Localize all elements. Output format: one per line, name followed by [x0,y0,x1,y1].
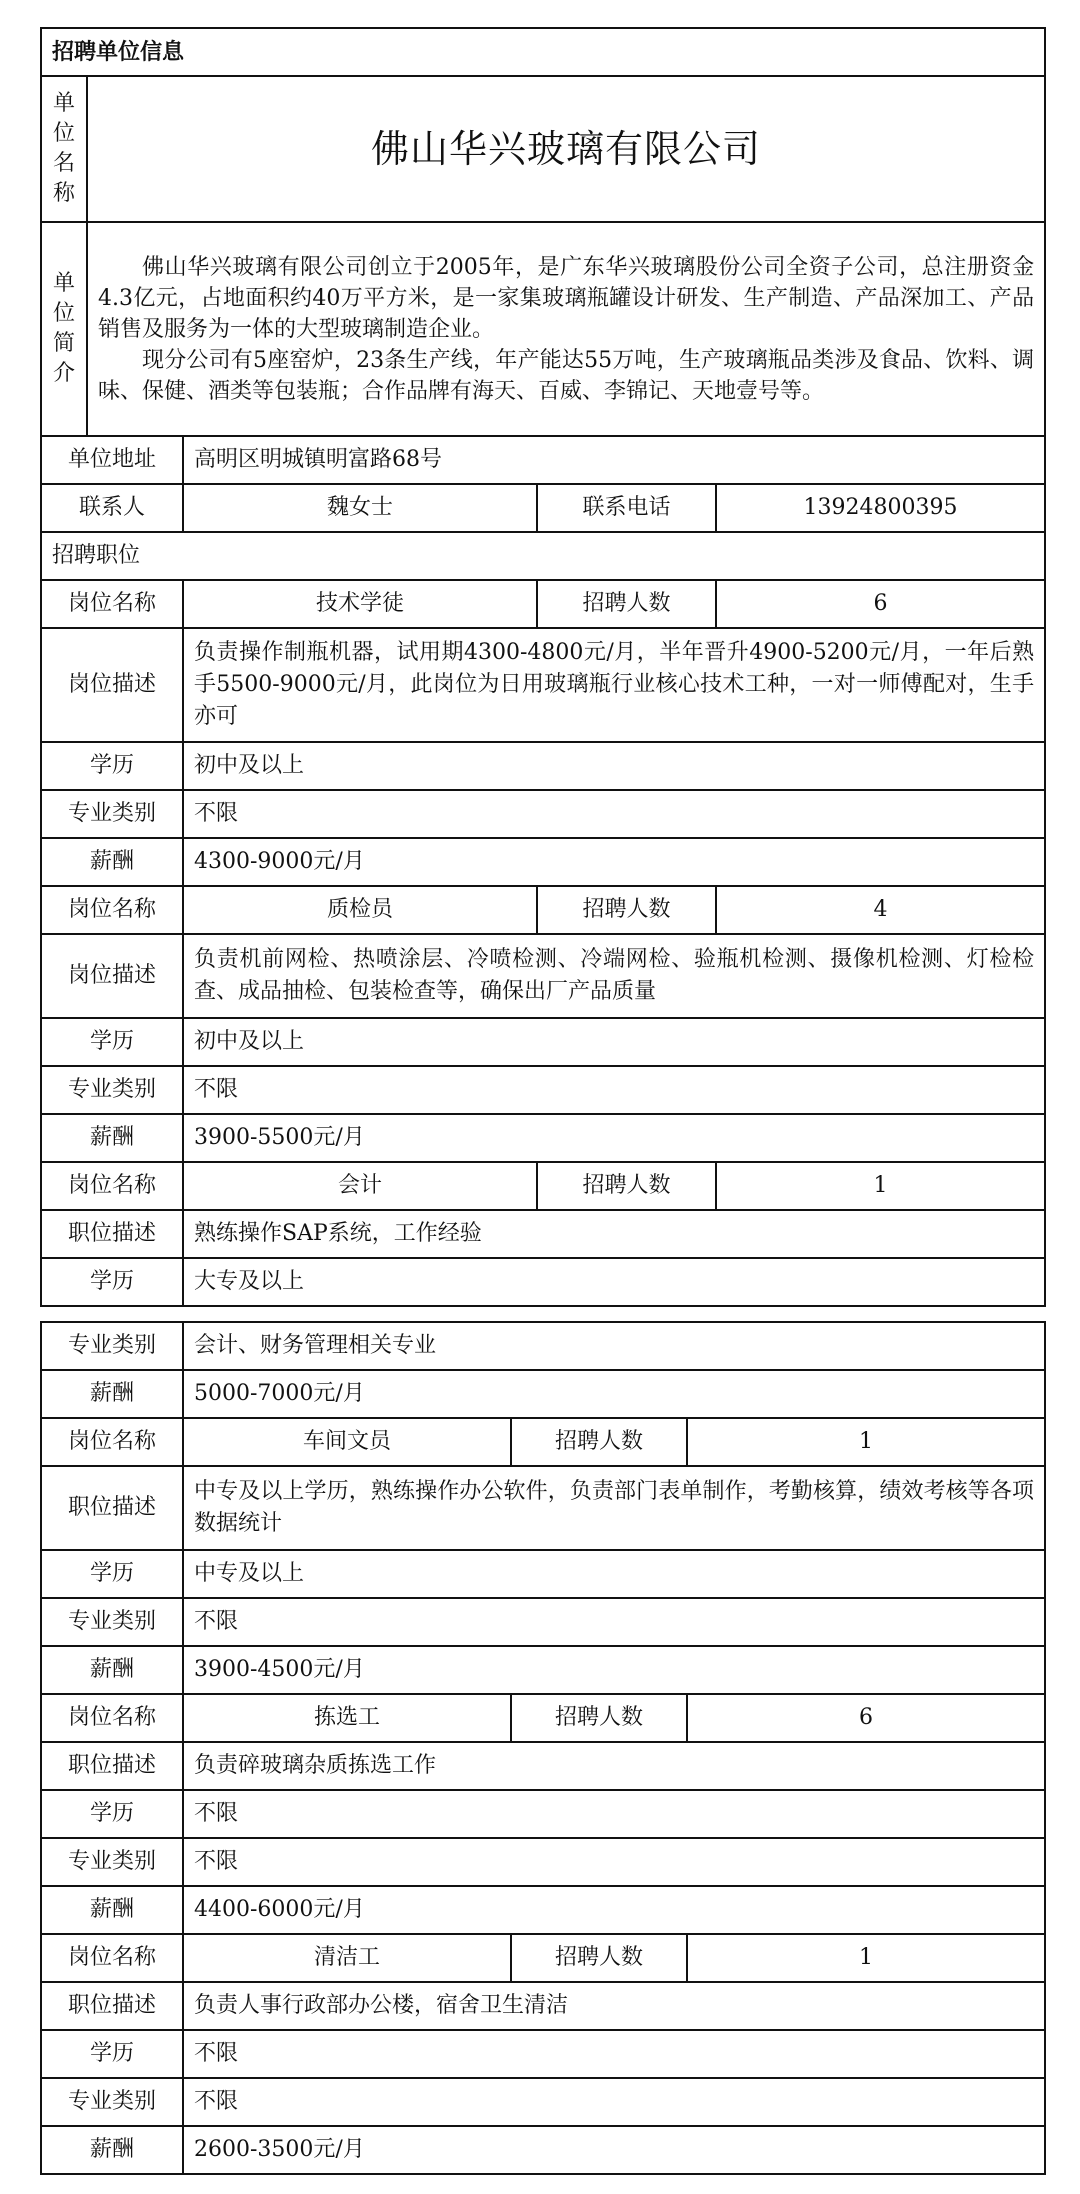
headcount-label: 招聘人数 [511,1934,687,1982]
education-value: 不限 [183,1790,1045,1838]
education-value: 中专及以上 [183,1550,1045,1598]
address-value: 高明区明城镇明富路68号 [183,436,1045,484]
job-desc: 负责人事行政部办公楼，宿舍卫生清洁 [183,1982,1045,2030]
salary-label: 薪酬 [41,2126,183,2174]
phone-label: 联系电话 [537,484,716,532]
headcount-value: 6 [716,580,1045,628]
education-value: 不限 [183,2030,1045,2078]
position-name: 车间文员 [183,1418,511,1466]
headcount-value: 1 [687,1418,1045,1466]
salary-value: 2600-3500元/月 [183,2126,1045,2174]
headcount-value: 1 [687,1934,1045,1982]
job-desc: 熟练操作SAP系统，工作经验 [183,1210,1045,1258]
major-value: 不限 [183,2078,1045,2126]
headcount-label: 招聘人数 [537,886,716,934]
recruitment-table-part-1 [40,27,1046,1307]
major-value: 不限 [183,1598,1045,1646]
position-name-label: 岗位名称 [41,580,183,628]
education-value: 大专及以上 [183,1258,1045,1306]
education-value: 初中及以上 [183,1018,1045,1066]
contact-value: 魏女士 [183,484,537,532]
phone-value: 13924800395 [716,484,1045,532]
position-name: 拣选工 [183,1694,511,1742]
company-intro [87,222,1045,436]
position-name-label: 岗位名称 [41,1162,183,1210]
education-label: 学历 [41,1018,183,1066]
company-name-label: 单 位 名 称 [41,76,87,222]
position-name: 质检员 [183,886,537,934]
company-intro-label: 单 位 简 介 [41,222,87,436]
recruitment-table-part-2 [40,1321,1046,2175]
education-label: 学历 [41,2030,183,2078]
salary-label: 薪酬 [41,838,183,886]
job-desc: 中专及以上学历，熟练操作办公软件，负责部门表单制作，考勤核算，绩效考核等各项数据统计 [183,1466,1045,1550]
education-label: 学历 [41,1550,183,1598]
position-name: 技术学徒 [183,580,537,628]
duty-desc-label: 职位描述 [41,1982,183,2030]
duty-desc-label: 职位描述 [41,1210,183,1258]
education-label: 学历 [41,1258,183,1306]
major-value: 不限 [183,1066,1045,1114]
headcount-value: 6 [687,1694,1045,1742]
education-label: 学历 [41,742,183,790]
salary-label: 薪酬 [41,1370,183,1418]
position-name-label: 岗位名称 [41,1934,183,1982]
positions-title: 招聘职位 [41,532,1045,580]
salary-value: 4300-9000元/月 [183,838,1045,886]
major-label: 专业类别 [41,1066,183,1114]
major-label: 专业类别 [41,1322,183,1370]
position-name-label: 岗位名称 [41,886,183,934]
job-desc-label: 岗位描述 [41,628,183,742]
salary-label: 薪酬 [41,1886,183,1934]
salary-value: 5000-7000元/月 [183,1370,1045,1418]
major-label: 专业类别 [41,1598,183,1646]
headcount-value: 4 [716,886,1045,934]
position-name-label: 岗位名称 [41,1694,183,1742]
headcount-label: 招聘人数 [537,580,716,628]
headcount-label: 招聘人数 [511,1418,687,1466]
contact-label: 联系人 [41,484,183,532]
position-name: 清洁工 [183,1934,511,1982]
duty-desc-label: 职位描述 [41,1466,183,1550]
major-value: 不限 [183,1838,1045,1886]
major-label: 专业类别 [41,2078,183,2126]
position-name: 会计 [183,1162,537,1210]
headcount-value: 1 [716,1162,1045,1210]
company-name: 佛山华兴玻璃有限公司 [87,76,1045,222]
section-title: 招聘单位信息 [41,28,1045,76]
major-label: 专业类别 [41,1838,183,1886]
position-name-label: 岗位名称 [41,1418,183,1466]
salary-value: 3900-4500元/月 [183,1646,1045,1694]
company-intro-paragraph-1: 佛山华兴玻璃有限公司创立于2005年，是广东华兴玻璃股份公司全资子公司，总注册资金4.3亿元，占地面积约40万平方米，是一家集玻璃瓶罐设计研发、生产制造、产品深加工、产品销售及服务为一体的大型玻璃制造企业。 [98,254,1035,342]
salary-value: 4400-6000元/月 [183,1886,1045,1934]
education-value: 初中及以上 [183,742,1045,790]
job-desc: 负责操作制瓶机器，试用期4300-4800元/月，半年晋升4900-5200元/月，一年后熟手5500-9000元/月，此岗位为日用玻璃瓶行业核心技术工种，一对一师傅配对，生手亦可 [183,628,1045,742]
job-desc-label: 岗位描述 [41,934,183,1018]
duty-desc-label: 职位描述 [41,1742,183,1790]
salary-label: 薪酬 [41,1646,183,1694]
major-label: 专业类别 [41,790,183,838]
major-value: 会计、财务管理相关专业 [183,1322,1045,1370]
salary-label: 薪酬 [41,1114,183,1162]
headcount-label: 招聘人数 [511,1694,687,1742]
headcount-label: 招聘人数 [537,1162,716,1210]
salary-value: 3900-5500元/月 [183,1114,1045,1162]
address-label: 单位地址 [41,436,183,484]
job-desc: 负责机前网检、热喷涂层、冷喷检测、冷端网检、验瓶机检测、摄像机检测、灯检检查、成品抽检、包装检查等，确保出厂产品质量 [183,934,1045,1018]
major-value: 不限 [183,790,1045,838]
job-desc: 负责碎玻璃杂质拣选工作 [183,1742,1045,1790]
company-intro-paragraph-2: 现分公司有5座窑炉，23条生产线，年产能达55万吨，生产玻璃瓶品类涉及食品、饮料、调味、保健、酒类等包装瓶；合作品牌有海天、百威、李锦记、天地壹号等。 [98,347,1035,404]
education-label: 学历 [41,1790,183,1838]
